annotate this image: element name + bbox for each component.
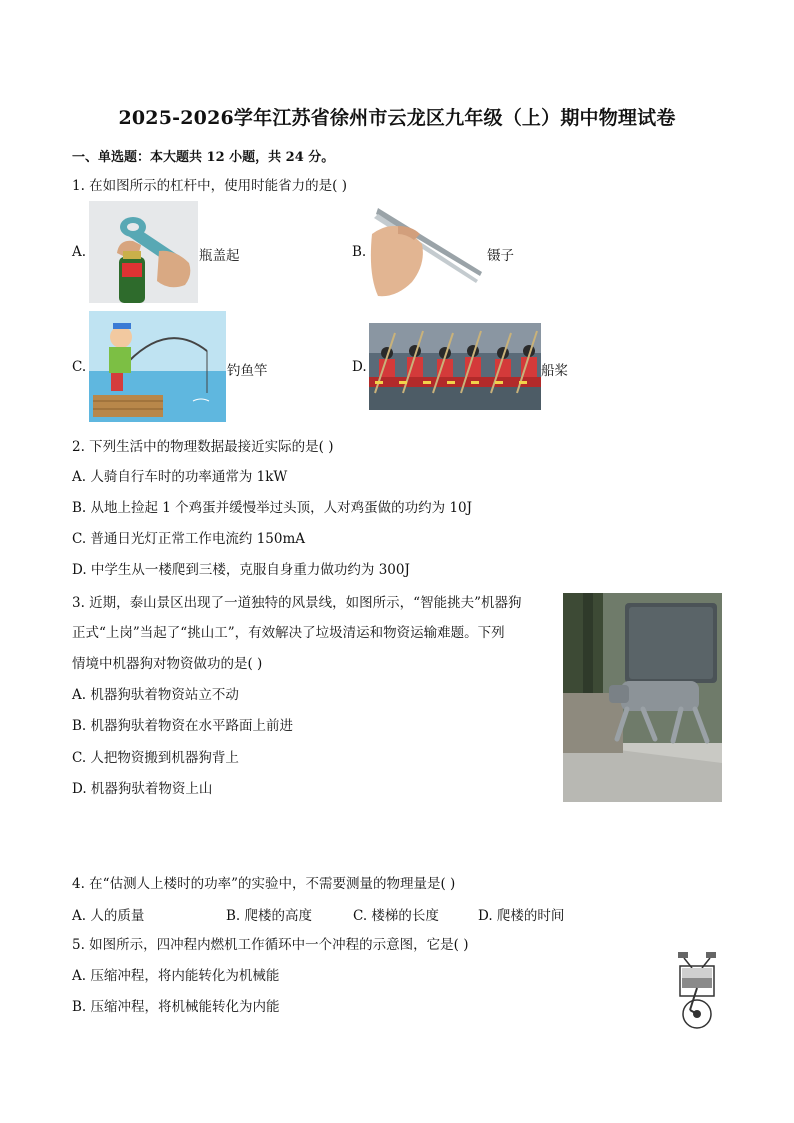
- robot-dog-image: [563, 593, 722, 802]
- bottle-opener-image: [89, 201, 198, 303]
- question-5-stem: 5. 如图所示，四冲程内燃机工作循环中一个冲程的示意图，它是( ): [72, 937, 469, 953]
- q2-option-b: B. 从地上捡起 1 个鸡蛋并缓慢举过头顶，人对鸡蛋做的功约为 10J: [72, 500, 473, 516]
- question-2-stem: 2. 下列生活中的物理数据最接近实际的是( ): [72, 439, 334, 455]
- question-3-stem-line3: 情境中机器狗对物资做功的是( ): [72, 656, 263, 672]
- fishing-rod-image: [89, 311, 226, 422]
- q1-option-c-text: 钓鱼竿: [227, 363, 268, 379]
- tweezers-image: [368, 204, 486, 299]
- q3-option-a: A. 机器狗驮着物资站立不动: [72, 687, 239, 703]
- q2-option-a: A. 人骑自行车时的功率通常为 1kW: [72, 469, 288, 485]
- q4-option-d: D. 爬楼的时间: [478, 908, 565, 924]
- q1-option-b-text: 镊子: [487, 248, 514, 264]
- q4-option-a: A. 人的质量: [72, 908, 145, 924]
- engine-diagram: [668, 948, 726, 1034]
- q1-option-a-letter: A.: [72, 244, 87, 260]
- question-3-stem-line1: 3. 近期，泰山景区出现了一道独特的风景线，如图所示，“智能挑夫”机器狗: [72, 595, 522, 611]
- section-heading: 一、单选题：本大题共 12 小题，共 24 分。: [72, 150, 335, 165]
- q3-option-c: C. 人把物资搬到机器狗背上: [72, 750, 239, 766]
- question-1-stem: 1. 在如图所示的杠杆中，使用时能省力的是( ): [72, 178, 347, 194]
- q3-option-b: B. 机器狗驮着物资在水平路面上前进: [72, 718, 294, 734]
- q1-option-a-text: 瓶盖起: [199, 248, 240, 264]
- q1-option-b-letter: B.: [352, 244, 367, 260]
- q2-option-d: D. 中学生从一楼爬到三楼，克服自身重力做功约为 300J: [72, 562, 410, 578]
- q5-option-a: A. 压缩冲程，将内能转化为机械能: [72, 968, 280, 984]
- question-4-stem: 4. 在“估测人上楼时的功率”的实验中，不需要测量的物理量是( ): [72, 876, 456, 892]
- q1-option-c-letter: C.: [72, 359, 87, 375]
- dragon-boat-image: [369, 323, 541, 410]
- question-3-stem-line2: 正式“上岗”当起了“挑山工”，有效解决了垃圾清运和物资运输难题。下列: [72, 625, 505, 641]
- q5-option-b: B. 压缩冲程，将机械能转化为内能: [72, 999, 280, 1015]
- page-title: 2025-2026学年江苏省徐州市云龙区九年级（上）期中物理试卷: [118, 107, 676, 129]
- q4-option-c: C. 楼梯的长度: [353, 908, 439, 924]
- q3-option-d: D. 机器狗驮着物资上山: [72, 781, 213, 797]
- q1-option-d-letter: D.: [352, 359, 367, 375]
- q4-option-b: B. 爬楼的高度: [226, 908, 313, 924]
- q1-option-d-text: 船桨: [541, 363, 568, 379]
- q2-option-c: C. 普通日光灯正常工作电流约 150mA: [72, 531, 306, 547]
